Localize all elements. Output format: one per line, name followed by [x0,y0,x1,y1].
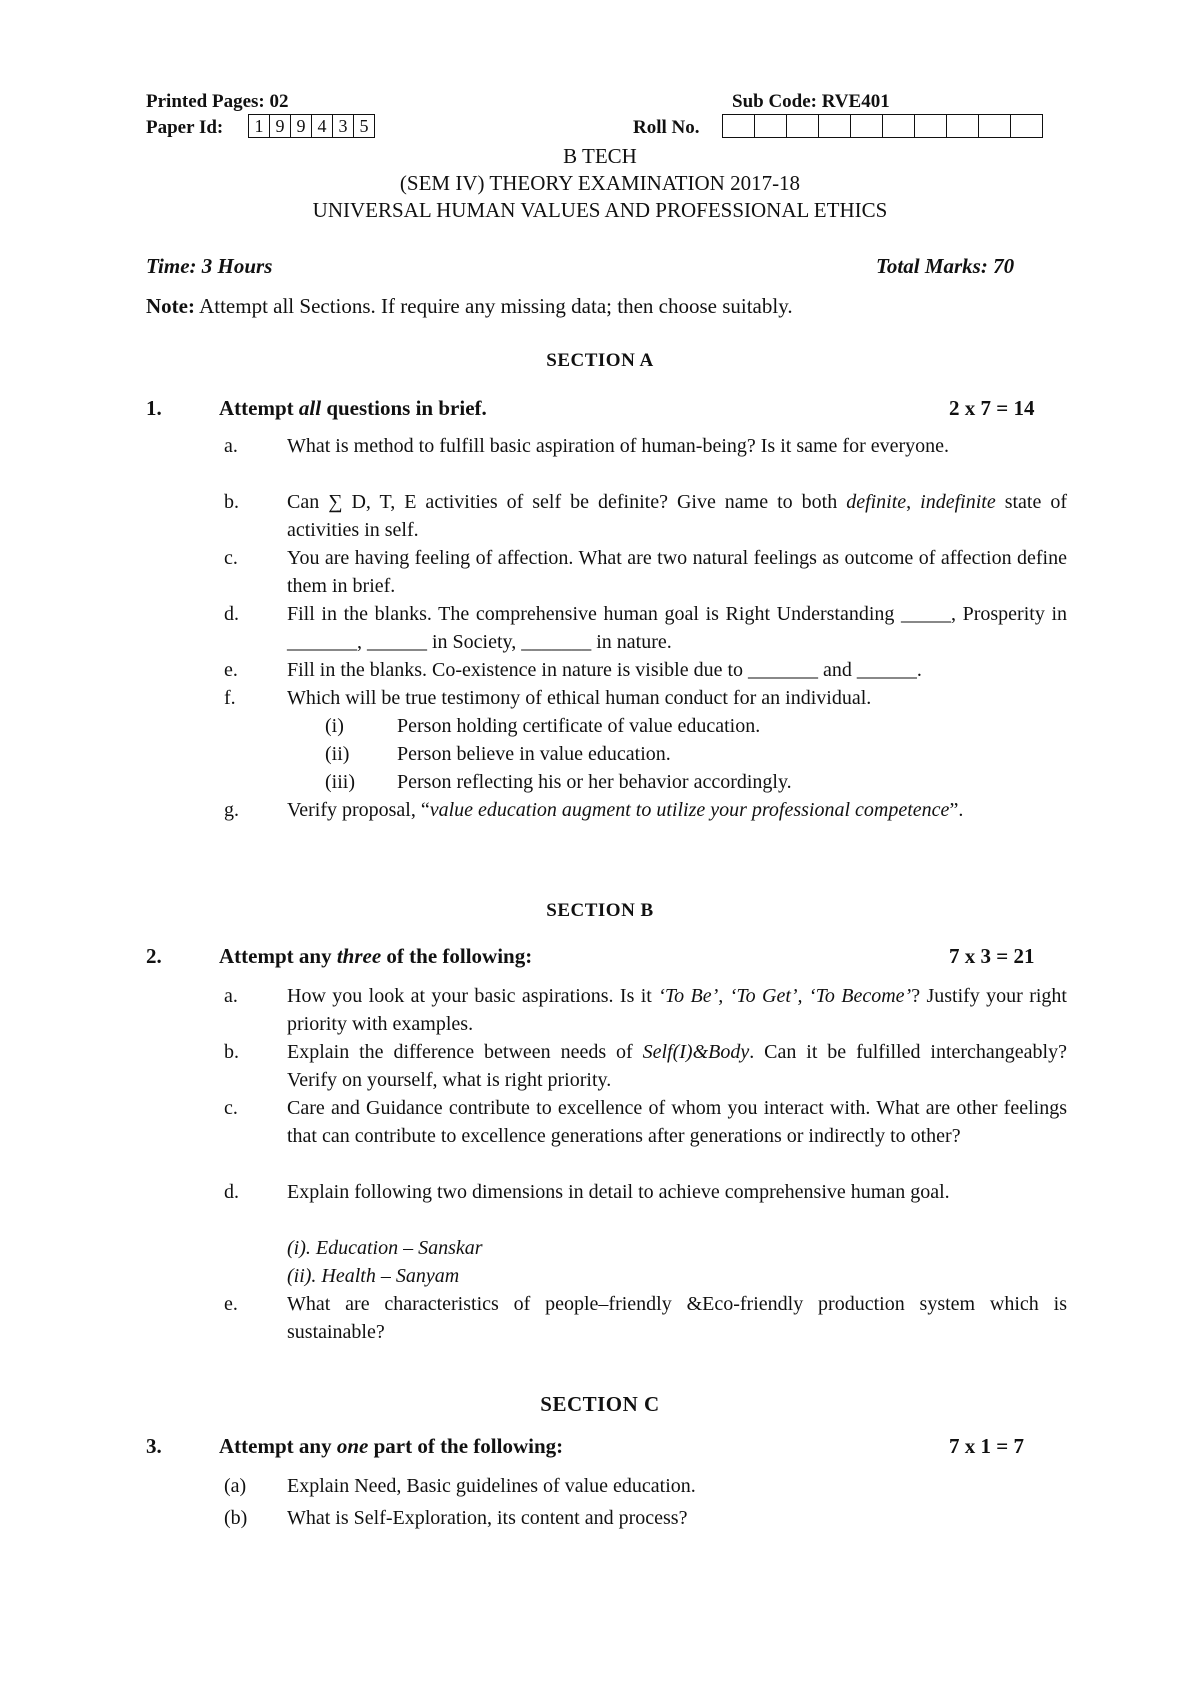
q1b-em1: definite [846,491,907,513]
paper-id-boxes [248,114,375,138]
question-2-text [219,944,532,969]
q2-item-label: b. [224,1041,239,1063]
q2-em: three [336,944,382,968]
paper-id-digit: 1 [248,114,270,138]
exam-title: (SEM IV) THEORY EXAMINATION 2017-18 [399,171,801,195]
q1-item-label: f. [224,687,236,709]
q1-em: all [298,396,322,420]
q3-item-label: (b) [224,1507,248,1529]
q2-item-d: Explain following two dimensions in detail to achieve comprehensive human goal. [287,1181,950,1203]
q2-item-e: What are characteristics of people–friendly &Eco-friendly production system which is sustainable? [287,1293,1067,1343]
q3-pre: Attempt any [219,1434,337,1458]
roll-no-label: Roll No. [633,117,700,138]
q1-item-label: a. [224,435,238,457]
q2-item-label: d. [224,1181,239,1203]
printed-pages: Printed Pages: 02 [146,91,289,112]
q1-pre: Attempt [219,396,299,420]
q1g-em: value education augment to utilize your professional competence [429,799,950,821]
q3-item-a: Explain Need, Basic guidelines of value education. [287,1475,696,1497]
q3-post: part of the following: [368,1434,564,1458]
q1-post: questions in brief. [321,396,487,420]
q2b-pre: Explain the difference between needs of [287,1041,643,1063]
roll-no-box[interactable] [722,114,755,138]
q1f-option-label: (iii) [325,771,355,793]
question-2-number: 2. [146,944,162,968]
q1-item-g [287,796,1067,824]
q2a-em: ‘To Be’, ‘To Get’, ‘To Become’ [658,985,912,1007]
paper-id-label: Paper Id: [146,117,224,138]
paper-id-digit: 9 [291,114,312,138]
subject-title: UNIVERSAL HUMAN VALUES AND PROFESSIONAL ETHICS [312,198,888,222]
q2-pre: Attempt any [219,944,337,968]
q1f-option-i: Person holding certificate of value education. [397,715,761,737]
q1-item-a: What is method to fulfill basic aspiration of human-being? Is it same for everyone. [287,435,950,457]
q1g-post: ”. [949,799,964,821]
exam-degree: B TECH [563,144,637,168]
q2a-post: ? Justify your right priority with examples. [287,985,1067,1035]
roll-no-box[interactable] [755,114,787,138]
q3-item-label: (a) [224,1475,247,1497]
sub-code: Sub Code: RVE401 [732,91,890,112]
q1b-em2: indefinite [920,491,996,513]
question-1-marks: 2 x 7 = 14 [949,396,1035,420]
q2a-pre: How you look at your basic aspirations. Is it [287,985,659,1007]
q1f-option-label: (ii) [325,743,350,765]
q2b-em: Self(I)&Body [642,1041,750,1063]
q2d-sub-ii: (ii). Health – Sanyam [287,1265,460,1287]
q1-item-d: Fill in the blanks. The comprehensive human goal is Right Understanding _____, Prosperity in _______, ______ in Society, _______ in nature. [287,603,1067,653]
roll-no-box[interactable] [883,114,915,138]
roll-no-box[interactable] [787,114,819,138]
q2-item-c: Care and Guidance contribute to excellence of whom you interact with. What are other feelings that can contribute to excellence generations after generations or indirectly to other? [287,1097,1067,1147]
note-label: Note: [146,294,195,318]
q1-item-e: Fill in the blanks. Co-existence in nature is visible due to _______ and ______. [287,659,922,681]
q1-item-label: d. [224,603,239,625]
q1-item-label: g. [224,799,239,821]
q1-item-label: c. [224,547,238,569]
q2-post: of the following: [381,944,533,968]
paper-id-digit: 9 [270,114,291,138]
q1b-mid: , [906,491,921,513]
q1f-option-iii: Person reflecting his or her behavior accordingly. [397,771,792,793]
section-a-title: SECTION A [546,350,654,371]
question-2-marks: 7 x 3 = 21 [949,944,1035,968]
question-1-text [219,396,487,421]
roll-no-box[interactable] [947,114,979,138]
paper-id-digit: 4 [312,114,333,138]
q2b-post: . Can it be fulfilled interchangeably? Verify on yourself, what is right priority. [287,1041,1067,1091]
question-3-number: 3. [146,1434,162,1458]
q1g-pre: Verify proposal, “ [287,799,430,821]
q1f-option-label: (i) [325,715,344,737]
q1-item-c: You are having feeling of affection. What are two natural feelings as outcome of affection define them in brief. [287,547,1067,597]
q2-item-label: e. [224,1293,238,1315]
q1-item-b [287,488,1067,544]
note-text: Attempt all Sections. If require any missing data; then choose suitably. [199,294,793,318]
roll-no-box[interactable] [1011,114,1043,138]
paper-id-digit: 5 [354,114,375,138]
q1-item-label: e. [224,659,238,681]
roll-no-box[interactable] [915,114,947,138]
roll-no-boxes[interactable] [722,114,1043,138]
roll-no-box[interactable] [979,114,1011,138]
roll-no-box[interactable] [851,114,883,138]
question-3-marks: 7 x 1 = 7 [949,1434,1024,1458]
q3-em: one [336,1434,369,1458]
q1-item-label: b. [224,491,239,513]
q2d-sub-i: (i). Education – Sanskar [287,1237,483,1259]
section-b-title: SECTION B [546,900,654,921]
q3-item-b: What is Self-Exploration, its content and process? [287,1507,688,1529]
roll-no-box[interactable] [819,114,851,138]
question-1-number: 1. [146,396,162,420]
q1b-post: state of activities in self. [287,491,1068,541]
q1-item-f: Which will be true testimony of ethical human conduct for an individual. [287,687,872,709]
paper-id-digit: 3 [333,114,354,138]
note [146,294,793,319]
q2-item-a [287,982,1067,1038]
q1f-option-ii: Person believe in value education. [397,743,671,765]
q2-item-label: c. [224,1097,238,1119]
section-c-title: SECTION C [540,1392,660,1416]
exam-time: Time: 3 Hours [146,254,273,278]
q2-item-label: a. [224,985,238,1007]
q2-item-b [287,1038,1067,1094]
total-marks: Total Marks: 70 [876,254,1015,278]
question-3-text [219,1434,563,1459]
q1b-pre: Can ∑ D, T, E activities of self be definite? Give name to both [287,491,847,513]
